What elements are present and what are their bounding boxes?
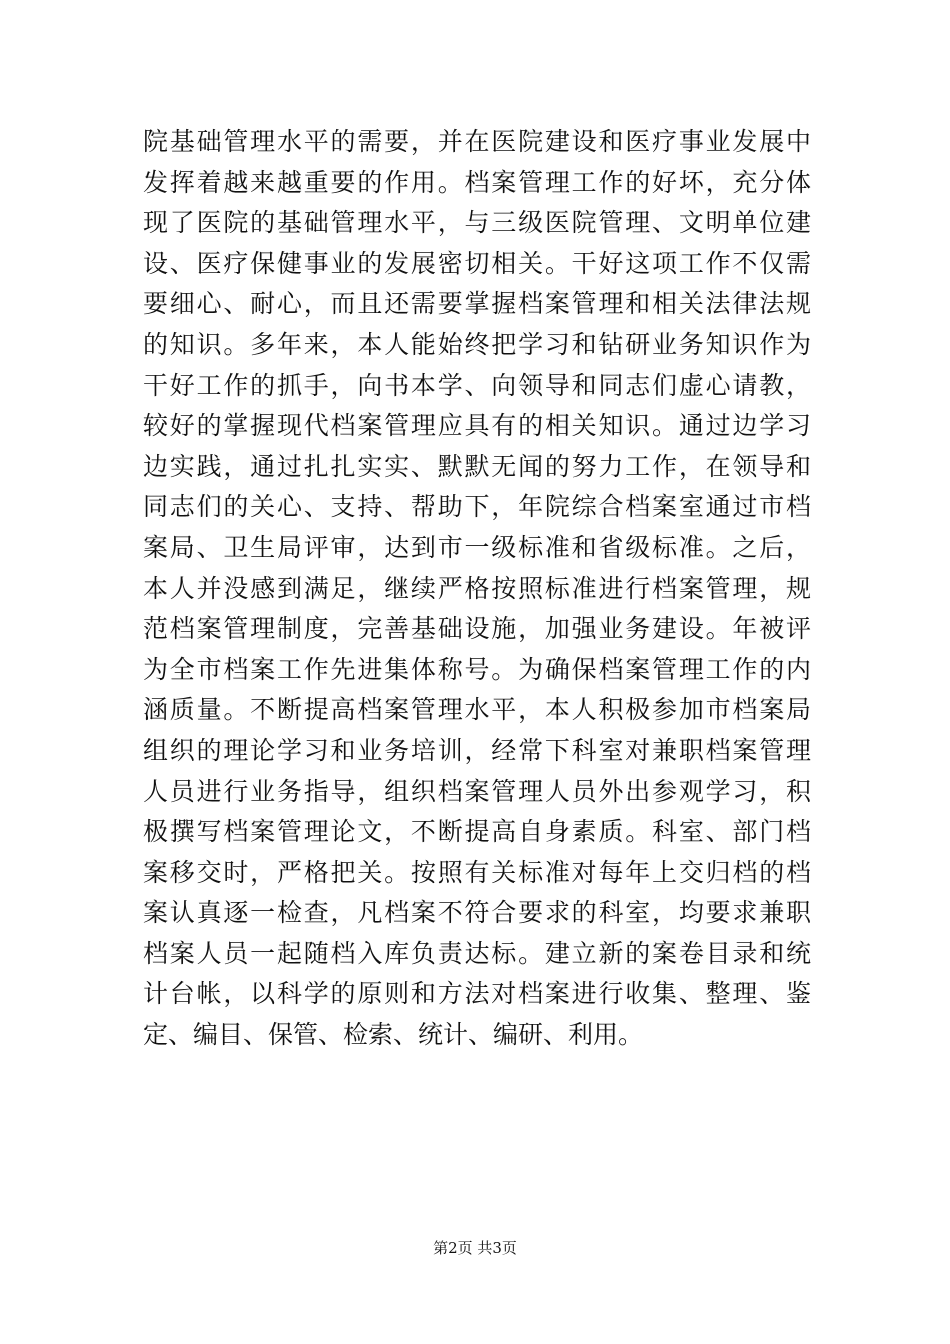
text-line: 定、编目、保管、检索、统计、编研、利用。 bbox=[143, 1020, 644, 1050]
text-line: 人员进行业务指导，组织档案管理人员外出参观学习，积 bbox=[143, 776, 811, 806]
text-line: 为全市档案工作先进集体称号。为确保档案管理工作的内 bbox=[143, 654, 811, 684]
text-line: 范档案管理制度，完善基础设施，加强业务建设。年被评 bbox=[143, 614, 811, 644]
text-line: 较好的掌握现代档案管理应具有的相关知识。通过边学习 bbox=[143, 411, 811, 441]
text-line: 档案人员一起随档入库负责达标。建立新的案卷目录和统 bbox=[143, 938, 811, 968]
page-number-footer: 第2页 共3页 bbox=[433, 1239, 517, 1257]
text-line: 同志们的关心、支持、帮助下，年院综合档案室通过市档 bbox=[143, 492, 811, 522]
text-line: 极撰写档案管理论文，不断提高自身素质。科室、部门档 bbox=[143, 817, 811, 847]
text-line: 要细心、耐心，而且还需要掌握档案管理和相关法律法规 bbox=[143, 289, 811, 319]
text-line: 案移交时，严格把关。按照有关标准对每年上交归档的档 bbox=[143, 857, 811, 887]
text-line: 本人并没感到满足，继续严格按照标准进行档案管理，规 bbox=[143, 573, 811, 603]
text-line: 案局、卫生局评审，达到市一级标准和省级标准。之后， bbox=[143, 532, 811, 562]
text-line: 院基础管理水平的需要，并在医院建设和医疗事业发展中 bbox=[143, 127, 811, 156]
text-line: 案认真逐一检查，凡档案不符合要求的科室，均要求兼职 bbox=[143, 898, 811, 928]
text-line: 发挥着越来越重要的作用。档案管理工作的好坏，充分体 bbox=[143, 167, 811, 197]
text-line: 涵质量。不断提高档案管理水平，本人积极参加市档案局 bbox=[143, 695, 811, 725]
text-line: 现了医院的基础管理水平，与三级医院管理、文明单位建 bbox=[143, 208, 811, 238]
text-line: 边实践，通过扎扎实实、默默无闻的努力工作，在领导和 bbox=[143, 451, 811, 481]
text-line: 组织的理论学习和业务培训，经常下科室对兼职档案管理 bbox=[143, 735, 811, 765]
text-line: 计台帐，以科学的原则和方法对档案进行收集、整理、鉴 bbox=[143, 979, 811, 1009]
text-line: 干好工作的抓手，向书本学、向领导和同志们虚心请教， bbox=[143, 370, 811, 400]
text-line: 设、医疗保健事业的发展密切相关。干好这项工作不仅需 bbox=[143, 248, 811, 278]
text-line: 的知识。多年来，本人能始终把学习和钻研业务知识作为 bbox=[143, 329, 811, 359]
body-paragraph bbox=[143, 122, 811, 1056]
